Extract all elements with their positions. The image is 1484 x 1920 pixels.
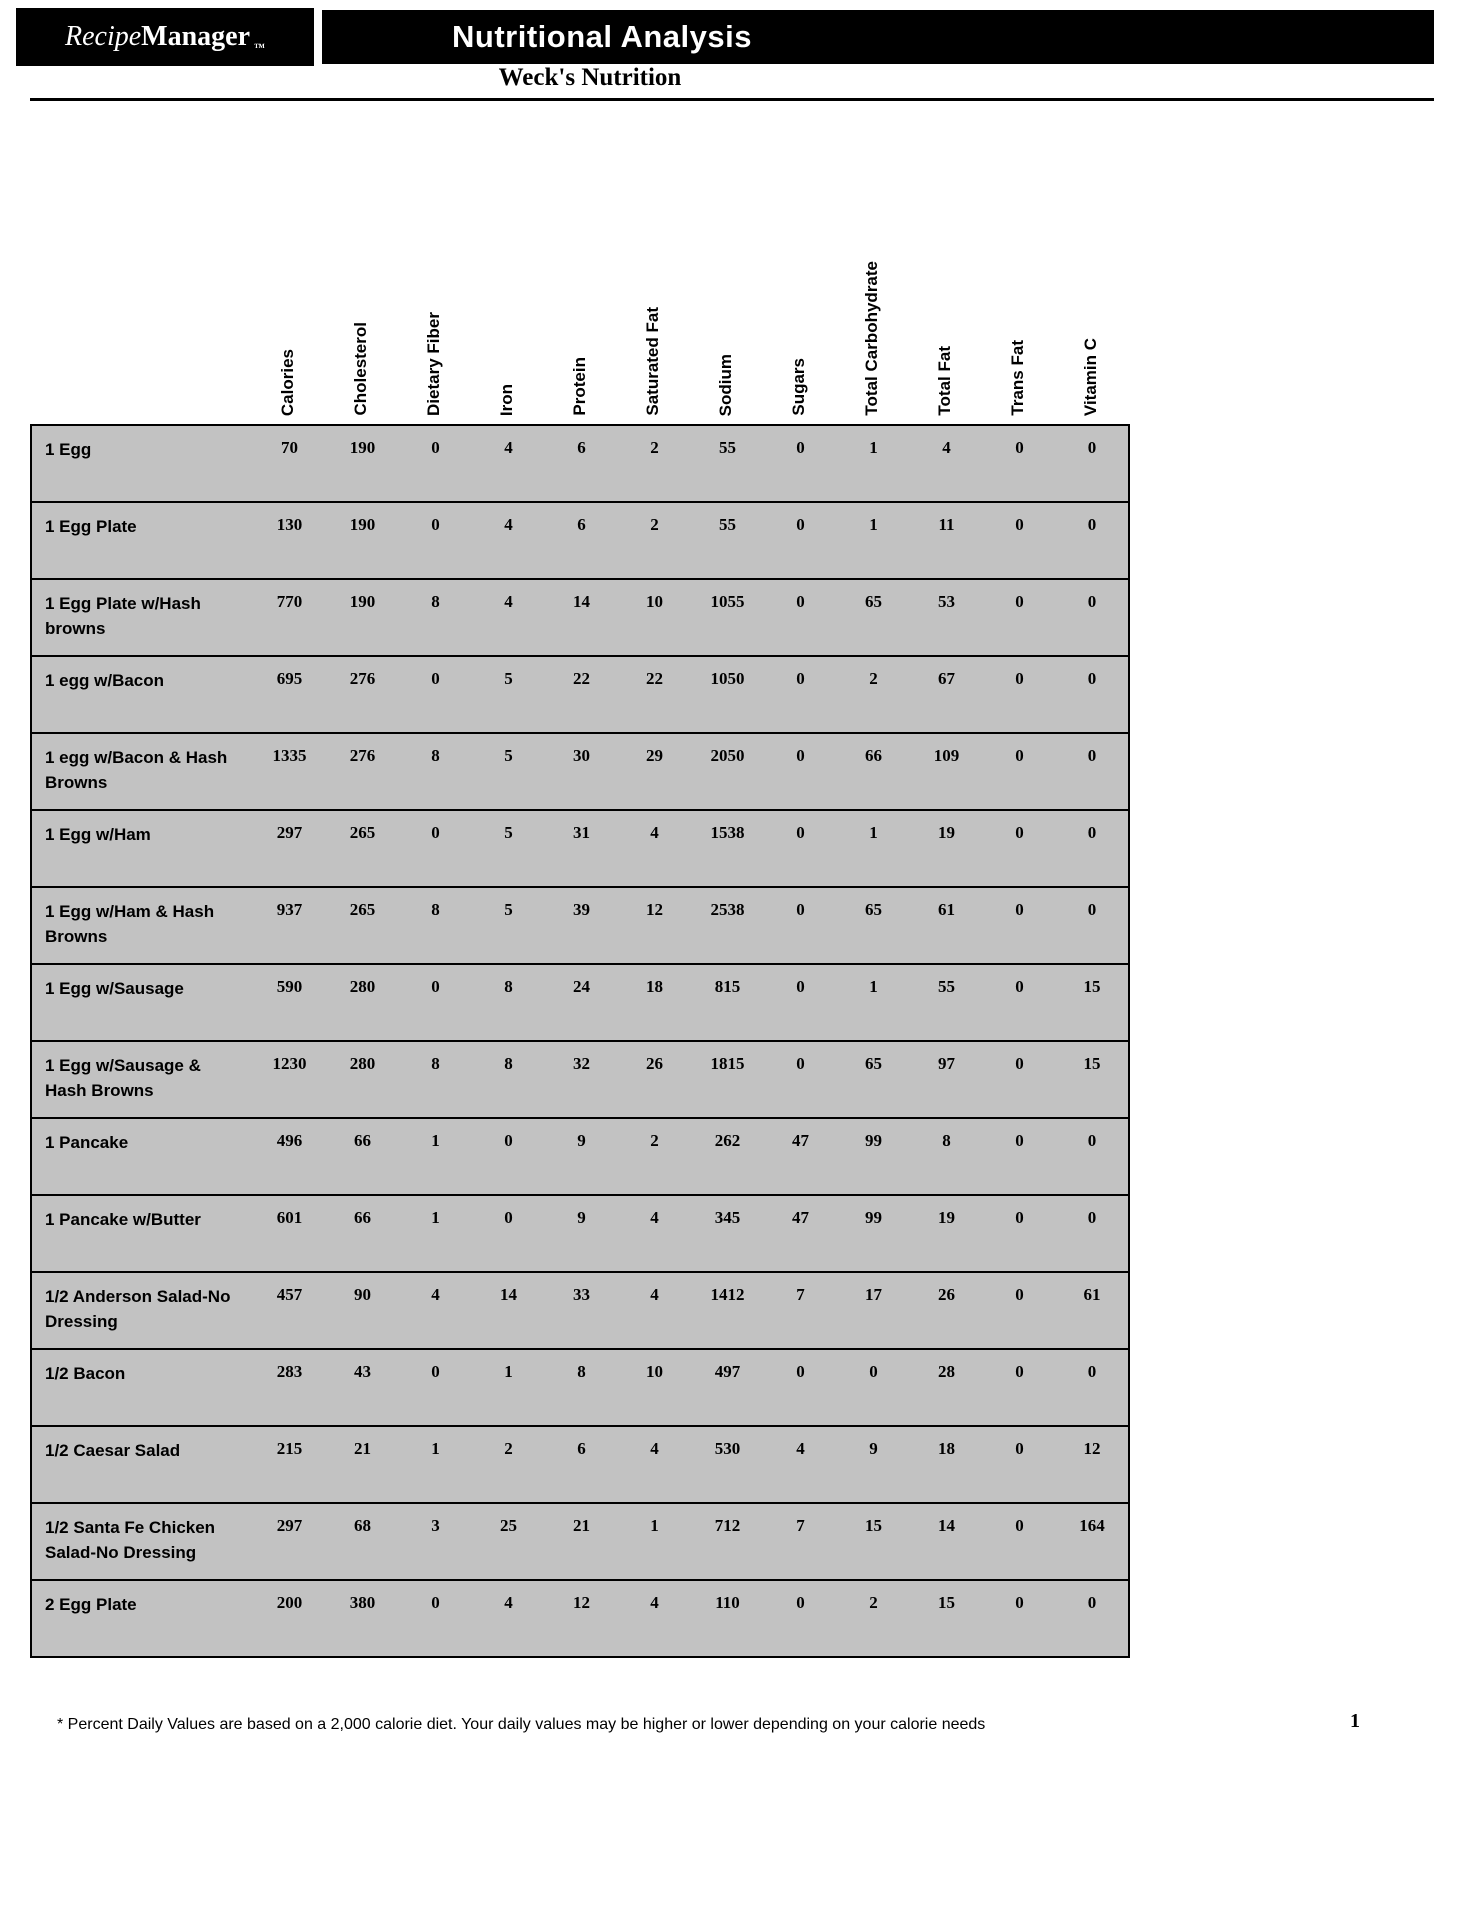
nutrient-value: 28 (910, 1349, 983, 1426)
nutrient-value: 2 (837, 1580, 910, 1657)
nutrient-value: 19 (910, 1195, 983, 1272)
nutrient-value: 276 (326, 656, 399, 733)
header-spacer (30, 150, 252, 424)
nutrient-value: 66 (326, 1195, 399, 1272)
table-row (31, 502, 1129, 579)
nutrient-value: 0 (764, 887, 837, 964)
nutrient-value: 110 (691, 1580, 764, 1657)
nutrient-value: 4 (472, 1580, 545, 1657)
nutrient-value: 8 (545, 1349, 618, 1426)
nutrient-value: 0 (983, 1118, 1056, 1195)
nutrient-value: 0 (764, 502, 837, 579)
column-header-label: Cholesterol (351, 322, 370, 416)
nutrient-value: 0 (764, 579, 837, 656)
nutrient-value: 30 (545, 733, 618, 810)
nutrient-value: 66 (837, 733, 910, 810)
nutrient-value: 10 (618, 1349, 691, 1426)
nutrient-value: 0 (983, 1349, 1056, 1426)
nutrient-value: 297 (253, 1503, 326, 1580)
column-header-label: Total Fat (935, 346, 954, 416)
nutrient-value: 1 (399, 1426, 472, 1503)
nutrient-value: 0 (399, 425, 472, 502)
nutrient-value: 0 (399, 656, 472, 733)
nutrient-value: 8 (910, 1118, 983, 1195)
food-item-name: 1/2 Bacon (31, 1349, 253, 1426)
report-subtitle: Weck's Nutrition (498, 64, 682, 91)
food-item-name: 1 Egg Plate w/Hash browns (31, 579, 253, 656)
nutrient-value: 65 (837, 887, 910, 964)
nutrient-value: 1815 (691, 1041, 764, 1118)
nutrient-value: 1335 (253, 733, 326, 810)
column-header (690, 150, 763, 424)
nutrient-value: 601 (253, 1195, 326, 1272)
food-item-name: 1 Egg w/Ham (31, 810, 253, 887)
nutrient-value: 297 (253, 810, 326, 887)
nutrient-value: 7 (764, 1272, 837, 1349)
nutrient-value: 90 (326, 1272, 399, 1349)
nutrient-value: 0 (1056, 733, 1129, 810)
food-item-name: 1 Pancake w/Butter (31, 1195, 253, 1272)
column-header-label: Trans Fat (1008, 340, 1027, 416)
nutrient-value: 530 (691, 1426, 764, 1503)
column-header (982, 150, 1055, 424)
nutrient-value: 0 (983, 656, 1056, 733)
nutrient-value: 61 (910, 887, 983, 964)
nutrient-value: 6 (545, 502, 618, 579)
header-divider (30, 98, 1434, 101)
nutrient-value: 7 (764, 1503, 837, 1580)
nutrient-value: 9 (545, 1195, 618, 1272)
nutrient-value: 164 (1056, 1503, 1129, 1580)
nutrient-value: 97 (910, 1041, 983, 1118)
nutrient-value: 15 (1056, 1041, 1129, 1118)
table-row (31, 1272, 1129, 1349)
nutrient-value: 15 (1056, 964, 1129, 1041)
table-row (31, 1580, 1129, 1657)
nutrient-value: 4 (618, 1426, 691, 1503)
food-item-name: 1 Egg w/Ham & Hash Browns (31, 887, 253, 964)
nutrient-value: 0 (837, 1349, 910, 1426)
nutrient-value: 1 (399, 1118, 472, 1195)
nutrition-table (30, 150, 1130, 1658)
nutrient-value: 380 (326, 1580, 399, 1657)
report-title: Nutritional Analysis (452, 19, 752, 54)
nutrient-value: 5 (472, 810, 545, 887)
nutrient-value: 276 (326, 733, 399, 810)
nutrient-value: 9 (545, 1118, 618, 1195)
table-row (31, 733, 1129, 810)
nutrient-value: 280 (326, 1041, 399, 1118)
nutrient-value: 190 (326, 425, 399, 502)
food-item-name: 1 Egg Plate (31, 502, 253, 579)
nutrient-value: 0 (472, 1195, 545, 1272)
table-row (31, 1195, 1129, 1272)
nutrient-value: 2050 (691, 733, 764, 810)
column-header-label: Saturated Fat (643, 307, 662, 416)
nutrient-value: 0 (983, 502, 1056, 579)
nutrient-value: 0 (983, 1272, 1056, 1349)
nutrient-value: 0 (983, 1195, 1056, 1272)
nutrient-value: 4 (618, 1272, 691, 1349)
nutrient-value: 5 (472, 656, 545, 733)
nutrient-value: 8 (399, 579, 472, 656)
nutrient-value: 815 (691, 964, 764, 1041)
daily-values-footnote: * Percent Daily Values are based on a 2,000 calorie diet. Your daily values may be higher or lower depending on your calorie needs (57, 1716, 986, 1733)
nutrient-value: 21 (545, 1503, 618, 1580)
nutrient-value: 0 (764, 425, 837, 502)
nutrient-value: 0 (983, 425, 1056, 502)
table-row (31, 656, 1129, 733)
nutrient-value: 0 (983, 1041, 1056, 1118)
nutrient-value: 0 (399, 810, 472, 887)
nutrient-value: 0 (399, 964, 472, 1041)
nutrient-value: 14 (910, 1503, 983, 1580)
nutrient-value: 2538 (691, 887, 764, 964)
nutrient-value: 8 (399, 733, 472, 810)
table-row (31, 1118, 1129, 1195)
food-item-name: 1 egg w/Bacon & Hash Browns (31, 733, 253, 810)
nutrient-value: 18 (910, 1426, 983, 1503)
nutrient-value: 18 (618, 964, 691, 1041)
nutrient-value: 0 (1056, 502, 1129, 579)
nutrient-value: 0 (764, 733, 837, 810)
nutrient-value: 0 (1056, 1195, 1129, 1272)
nutrient-value: 4 (618, 1580, 691, 1657)
column-header (763, 150, 836, 424)
nutrient-value: 31 (545, 810, 618, 887)
column-header (1055, 150, 1128, 424)
nutrient-value: 0 (764, 810, 837, 887)
nutrient-value: 10 (618, 579, 691, 656)
nutrient-value: 0 (764, 1041, 837, 1118)
column-header (398, 150, 471, 424)
nutrient-value: 2 (618, 502, 691, 579)
nutrient-value: 1 (618, 1503, 691, 1580)
nutrient-value: 0 (983, 887, 1056, 964)
nutrient-value: 4 (472, 579, 545, 656)
table-body (31, 425, 1129, 1657)
nutrient-value: 937 (253, 887, 326, 964)
nutrient-value: 262 (691, 1118, 764, 1195)
column-headers (30, 150, 1130, 424)
nutrient-value: 1538 (691, 810, 764, 887)
nutrient-value: 2 (618, 425, 691, 502)
nutrient-value: 190 (326, 502, 399, 579)
nutrient-value: 109 (910, 733, 983, 810)
nutrient-value: 0 (983, 1580, 1056, 1657)
nutrient-value: 11 (910, 502, 983, 579)
nutrient-value: 99 (837, 1118, 910, 1195)
nutrient-value: 1055 (691, 579, 764, 656)
nutrient-value: 0 (1056, 425, 1129, 502)
column-header (617, 150, 690, 424)
food-item-name: 1 Pancake (31, 1118, 253, 1195)
nutrient-value: 24 (545, 964, 618, 1041)
nutrient-value: 190 (326, 579, 399, 656)
nutrient-value: 283 (253, 1349, 326, 1426)
column-header (325, 150, 398, 424)
nutrient-value: 1230 (253, 1041, 326, 1118)
nutrient-value: 0 (764, 1349, 837, 1426)
food-item-name: 1/2 Caesar Salad (31, 1426, 253, 1503)
nutrient-value: 26 (618, 1041, 691, 1118)
table-row (31, 810, 1129, 887)
nutrient-value: 4 (618, 810, 691, 887)
nutrition-data-grid (30, 424, 1130, 1658)
nutrient-value: 280 (326, 964, 399, 1041)
nutrient-value: 47 (764, 1195, 837, 1272)
nutrient-value: 53 (910, 579, 983, 656)
nutrient-value: 0 (399, 1349, 472, 1426)
food-item-name: 1/2 Anderson Salad-No Dressing (31, 1272, 253, 1349)
nutrient-value: 61 (1056, 1272, 1129, 1349)
column-header-label: Calories (278, 348, 297, 416)
table-row (31, 1349, 1129, 1426)
nutrient-value: 65 (837, 579, 910, 656)
logo-manager-text: Manager (141, 21, 251, 52)
nutrient-value: 39 (545, 887, 618, 964)
nutrient-value: 67 (910, 656, 983, 733)
nutrient-value: 15 (910, 1580, 983, 1657)
nutrient-value: 0 (1056, 656, 1129, 733)
nutrient-value: 0 (983, 733, 1056, 810)
table-row (31, 964, 1129, 1041)
nutrient-value: 5 (472, 887, 545, 964)
nutrient-value: 8 (399, 887, 472, 964)
nutrient-value: 99 (837, 1195, 910, 1272)
nutrient-value: 1 (837, 425, 910, 502)
nutrient-value: 215 (253, 1426, 326, 1503)
nutrient-value: 0 (399, 1580, 472, 1657)
nutrient-value: 1 (837, 964, 910, 1041)
title-bar (322, 10, 1434, 64)
nutrient-value: 25 (472, 1503, 545, 1580)
nutrient-value: 130 (253, 502, 326, 579)
column-header (836, 150, 909, 424)
nutrient-value: 17 (837, 1272, 910, 1349)
food-item-name: 1 Egg (31, 425, 253, 502)
column-header-label: Sugars (789, 358, 808, 416)
nutrient-value: 55 (691, 425, 764, 502)
nutrient-value: 22 (545, 656, 618, 733)
column-header (544, 150, 617, 424)
nutrient-value: 457 (253, 1272, 326, 1349)
nutrient-value: 26 (910, 1272, 983, 1349)
nutrient-value: 590 (253, 964, 326, 1041)
nutrient-value: 0 (983, 810, 1056, 887)
nutrient-value: 0 (1056, 1118, 1129, 1195)
nutrient-value: 4 (764, 1426, 837, 1503)
nutrient-value: 4 (399, 1272, 472, 1349)
nutrient-value: 32 (545, 1041, 618, 1118)
nutrient-value: 0 (1056, 579, 1129, 656)
column-header-label: Iron (497, 383, 516, 416)
food-item-name: 1 egg w/Bacon (31, 656, 253, 733)
nutrient-value: 265 (326, 887, 399, 964)
nutrient-value: 55 (691, 502, 764, 579)
nutrient-value: 66 (326, 1118, 399, 1195)
nutrient-value: 1 (837, 502, 910, 579)
nutrient-value: 55 (910, 964, 983, 1041)
nutrient-value: 0 (983, 1503, 1056, 1580)
column-header (471, 150, 544, 424)
nutrient-value: 0 (472, 1118, 545, 1195)
column-header-label: Protein (570, 357, 589, 416)
table-row (31, 887, 1129, 964)
nutrient-value: 0 (764, 1580, 837, 1657)
table-row (31, 1041, 1129, 1118)
nutrient-value: 712 (691, 1503, 764, 1580)
nutrient-value: 65 (837, 1041, 910, 1118)
nutrient-value: 2 (618, 1118, 691, 1195)
nutrient-value: 22 (618, 656, 691, 733)
nutrient-value: 0 (399, 502, 472, 579)
nutrient-value: 0 (1056, 810, 1129, 887)
nutrient-value: 0 (983, 1426, 1056, 1503)
food-item-name: 1/2 Santa Fe Chicken Salad-No Dressing (31, 1503, 253, 1580)
nutrient-value: 1412 (691, 1272, 764, 1349)
nutrient-value: 496 (253, 1118, 326, 1195)
nutrient-value: 43 (326, 1349, 399, 1426)
nutrient-value: 15 (837, 1503, 910, 1580)
table-row (31, 579, 1129, 656)
nutrient-value: 0 (983, 964, 1056, 1041)
nutrient-value: 0 (983, 579, 1056, 656)
nutrient-value: 3 (399, 1503, 472, 1580)
column-header (909, 150, 982, 424)
food-item-name: 2 Egg Plate (31, 1580, 253, 1657)
nutrient-value: 9 (837, 1426, 910, 1503)
nutrient-value: 695 (253, 656, 326, 733)
nutrient-value: 0 (1056, 1349, 1129, 1426)
column-header-label: Vitamin C (1081, 337, 1100, 416)
nutrient-value: 345 (691, 1195, 764, 1272)
nutrient-value: 19 (910, 810, 983, 887)
nutrient-value: 8 (472, 964, 545, 1041)
nutrient-value: 0 (764, 964, 837, 1041)
nutrient-value: 4 (472, 502, 545, 579)
nutrient-value: 29 (618, 733, 691, 810)
nutrient-value: 6 (545, 1426, 618, 1503)
nutrient-value: 1050 (691, 656, 764, 733)
trademark-mark: ™ (254, 42, 266, 54)
nutrient-value: 497 (691, 1349, 764, 1426)
column-header-label: Sodium (716, 353, 735, 416)
nutrient-value: 33 (545, 1272, 618, 1349)
nutrient-value: 0 (1056, 1580, 1129, 1657)
food-item-name: 1 Egg w/Sausage & Hash Browns (31, 1041, 253, 1118)
nutrient-value: 14 (472, 1272, 545, 1349)
table-row (31, 425, 1129, 502)
nutrient-value: 14 (545, 579, 618, 656)
column-header-label: Dietary Fiber (424, 312, 443, 416)
nutrient-value: 12 (1056, 1426, 1129, 1503)
nutrient-value: 1 (399, 1195, 472, 1272)
column-header (252, 150, 325, 424)
nutrient-value: 0 (1056, 887, 1129, 964)
nutrient-value: 70 (253, 425, 326, 502)
nutrient-value: 4 (910, 425, 983, 502)
nutrient-value: 4 (618, 1195, 691, 1272)
nutrient-value: 68 (326, 1503, 399, 1580)
nutrient-value: 12 (618, 887, 691, 964)
page-number: 1 (1350, 1710, 1360, 1732)
recipemanager-logo (16, 8, 314, 66)
nutrient-value: 1 (837, 810, 910, 887)
column-header-label: Total Carbohydrate (862, 261, 881, 416)
nutrient-value: 770 (253, 579, 326, 656)
table-row (31, 1426, 1129, 1503)
logo-recipe-text: Recipe (64, 21, 142, 52)
nutrient-value: 47 (764, 1118, 837, 1195)
table-row (31, 1503, 1129, 1580)
nutrient-value: 8 (399, 1041, 472, 1118)
nutrient-value: 2 (837, 656, 910, 733)
nutrient-value: 200 (253, 1580, 326, 1657)
nutrient-value: 21 (326, 1426, 399, 1503)
nutrient-value: 1 (472, 1349, 545, 1426)
nutrient-value: 4 (472, 425, 545, 502)
nutrient-value: 12 (545, 1580, 618, 1657)
nutrient-value: 265 (326, 810, 399, 887)
nutrient-value: 0 (764, 656, 837, 733)
food-item-name: 1 Egg w/Sausage (31, 964, 253, 1041)
nutrient-value: 2 (472, 1426, 545, 1503)
nutrient-value: 6 (545, 425, 618, 502)
nutrient-value: 5 (472, 733, 545, 810)
nutrient-value: 8 (472, 1041, 545, 1118)
